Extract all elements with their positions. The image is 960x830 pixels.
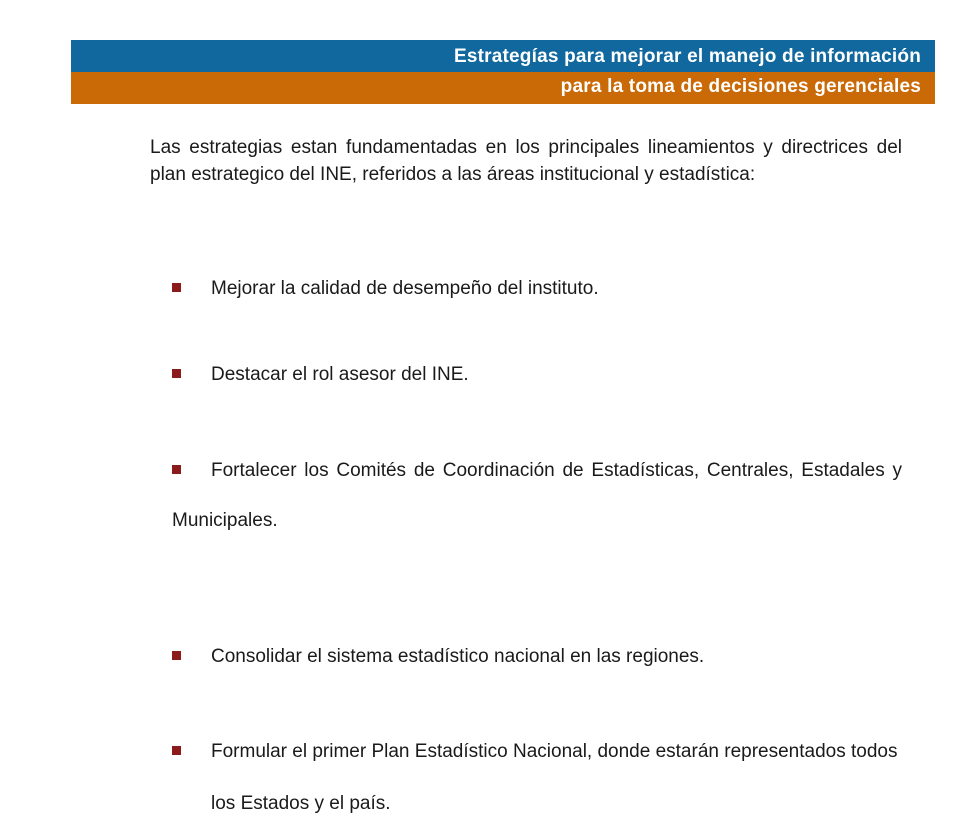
list-item-text: Fortalecer los Comités de Coordinación de Estadísticas, Centrales, Estadales y Municipales. — [172, 460, 902, 531]
square-bullet-icon — [172, 283, 181, 292]
title-banner-top — [71, 40, 935, 72]
list-item — [172, 446, 902, 546]
square-bullet-icon — [172, 369, 181, 378]
list-item — [172, 726, 902, 830]
intro-paragraph: Las estrategias estan fundamentadas en los principales lineamientos y directrices del plan estrategico del INE, referidos a las áreas institucional y estadística: — [150, 137, 902, 185]
square-bullet-icon — [172, 746, 181, 755]
list-item — [172, 358, 902, 392]
list-item — [172, 272, 902, 306]
list-item-text: Mejorar la calidad de desempeño del instituto. — [211, 278, 599, 299]
list-item-text: Consolidar el sistema estadístico nacional en las regiones. — [211, 646, 705, 667]
square-bullet-icon — [172, 651, 181, 660]
strategy-list — [172, 272, 902, 814]
square-bullet-icon — [172, 465, 181, 474]
list-item — [172, 640, 902, 674]
title-banner-bottom — [71, 72, 935, 104]
list-item-text: Formular el primer Plan Estadístico Nacional, donde estarán representados todos los Estados y el país. — [211, 741, 898, 814]
list-item-text: Destacar el rol asesor del INE. — [211, 364, 469, 385]
title-line-1: Estrategías para mejorar el manejo de información — [453, 46, 921, 67]
title-line-2: para la toma de decisiones gerenciales — [560, 76, 921, 97]
